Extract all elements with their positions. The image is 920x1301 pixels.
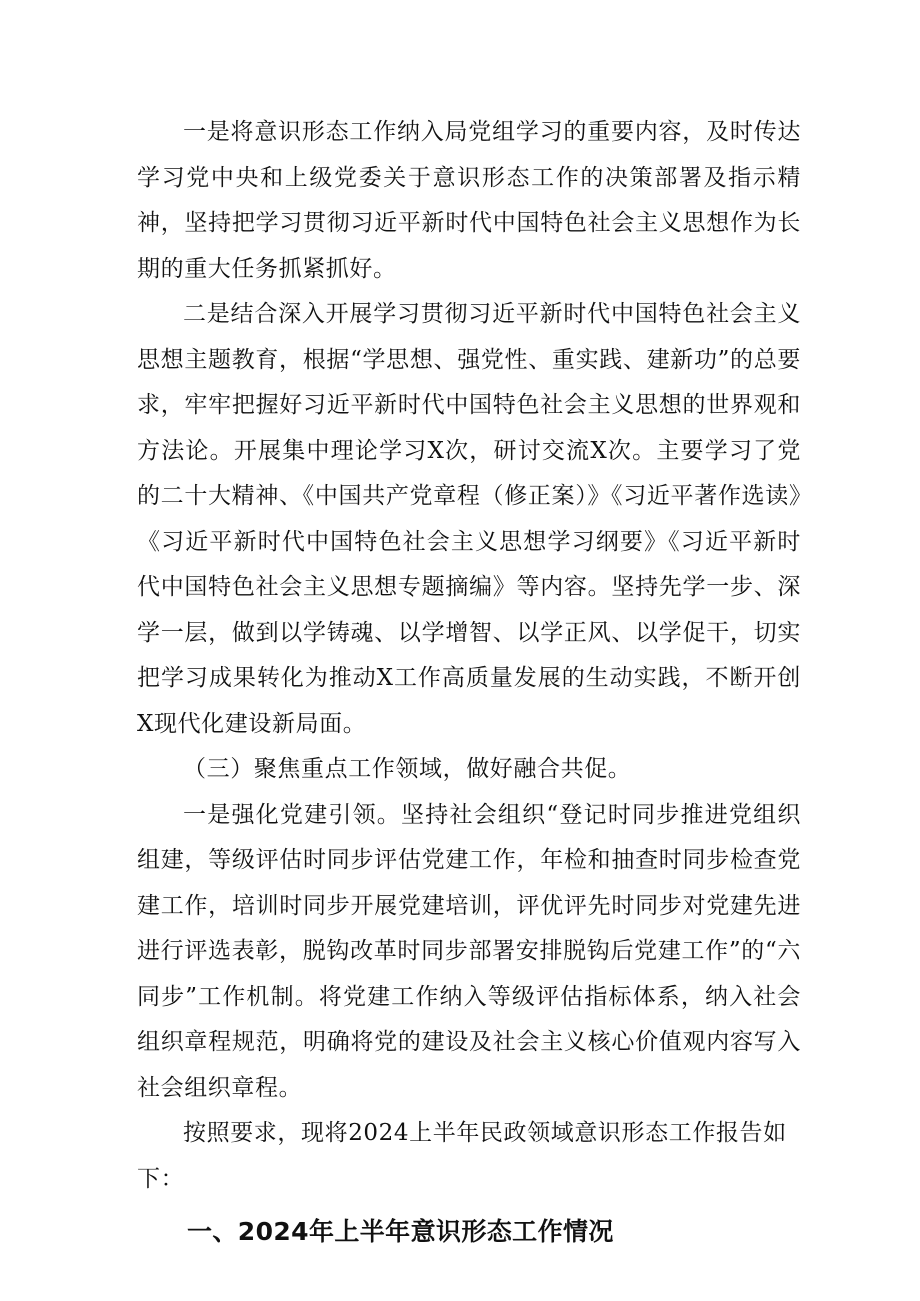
paragraph-study-content: 一是将意识形态工作纳入局党组学习的重要内容，及时传达学习党中央和上级党委关于意识形态工作的决策部署及指示精神，坚持把学习贯彻习近平新时代中国特色社会主义思想作为长期的重大任务抓紧抓好。 — [137, 119, 801, 282]
paragraph-party-building: 一是强化党建引领。坚持社会组织“登记时同步推进党组织组建，等级评估时同步评估党建工作，年检和抽查时同步检查党建工作，培训时同步开展党建培训，评优评先时同步对党建先进进行评选表彰，脱钩改革时同步部署安排脱钩后党建工作”的“六同步”工作机制。将党建工作纳入等级评估指标体系，纳入社会组织章程规范，明确将党的建设及社会主义核心价值观内容写入社会组织章程。 — [137, 801, 801, 1101]
section-heading-report-situation: 一、2024年上半年意识形态工作情况 — [187, 1217, 614, 1246]
paragraph-theme-education: 二是结合深入开展学习贯彻习近平新时代中国特色社会主义思想主题教育，根据“学思想、强党性、重实践、建新功”的总要求，牢牢把握好习近平新时代中国特色社会主义思想的世界观和方法论。开展集中理论学习X次，研讨交流X次。主要学习了党的二十大精神、《中国共产党章程（修正案）》《习近平著作选读》《习近平新时代中国特色社会主义思想学习纲要》《习近平新时代中国特色社会主义思想专题摘编》等内容。坚持先学一步、深学一层，做到以学铸魂、以学增智、以学正风、以学促干，切实把学习成果转化为推动X工作高质量发展的生动实践，不断开创X现代化建设新局面。 — [137, 301, 801, 737]
section-subheading-focus-areas: （三）聚焦重点工作领域，做好融合共促。 — [183, 756, 632, 782]
document-page — [137, 110, 801, 1256]
paragraph-report-intro: 按照要求，现将2024上半年民政领域意识形态工作报告如下： — [137, 1120, 787, 1192]
